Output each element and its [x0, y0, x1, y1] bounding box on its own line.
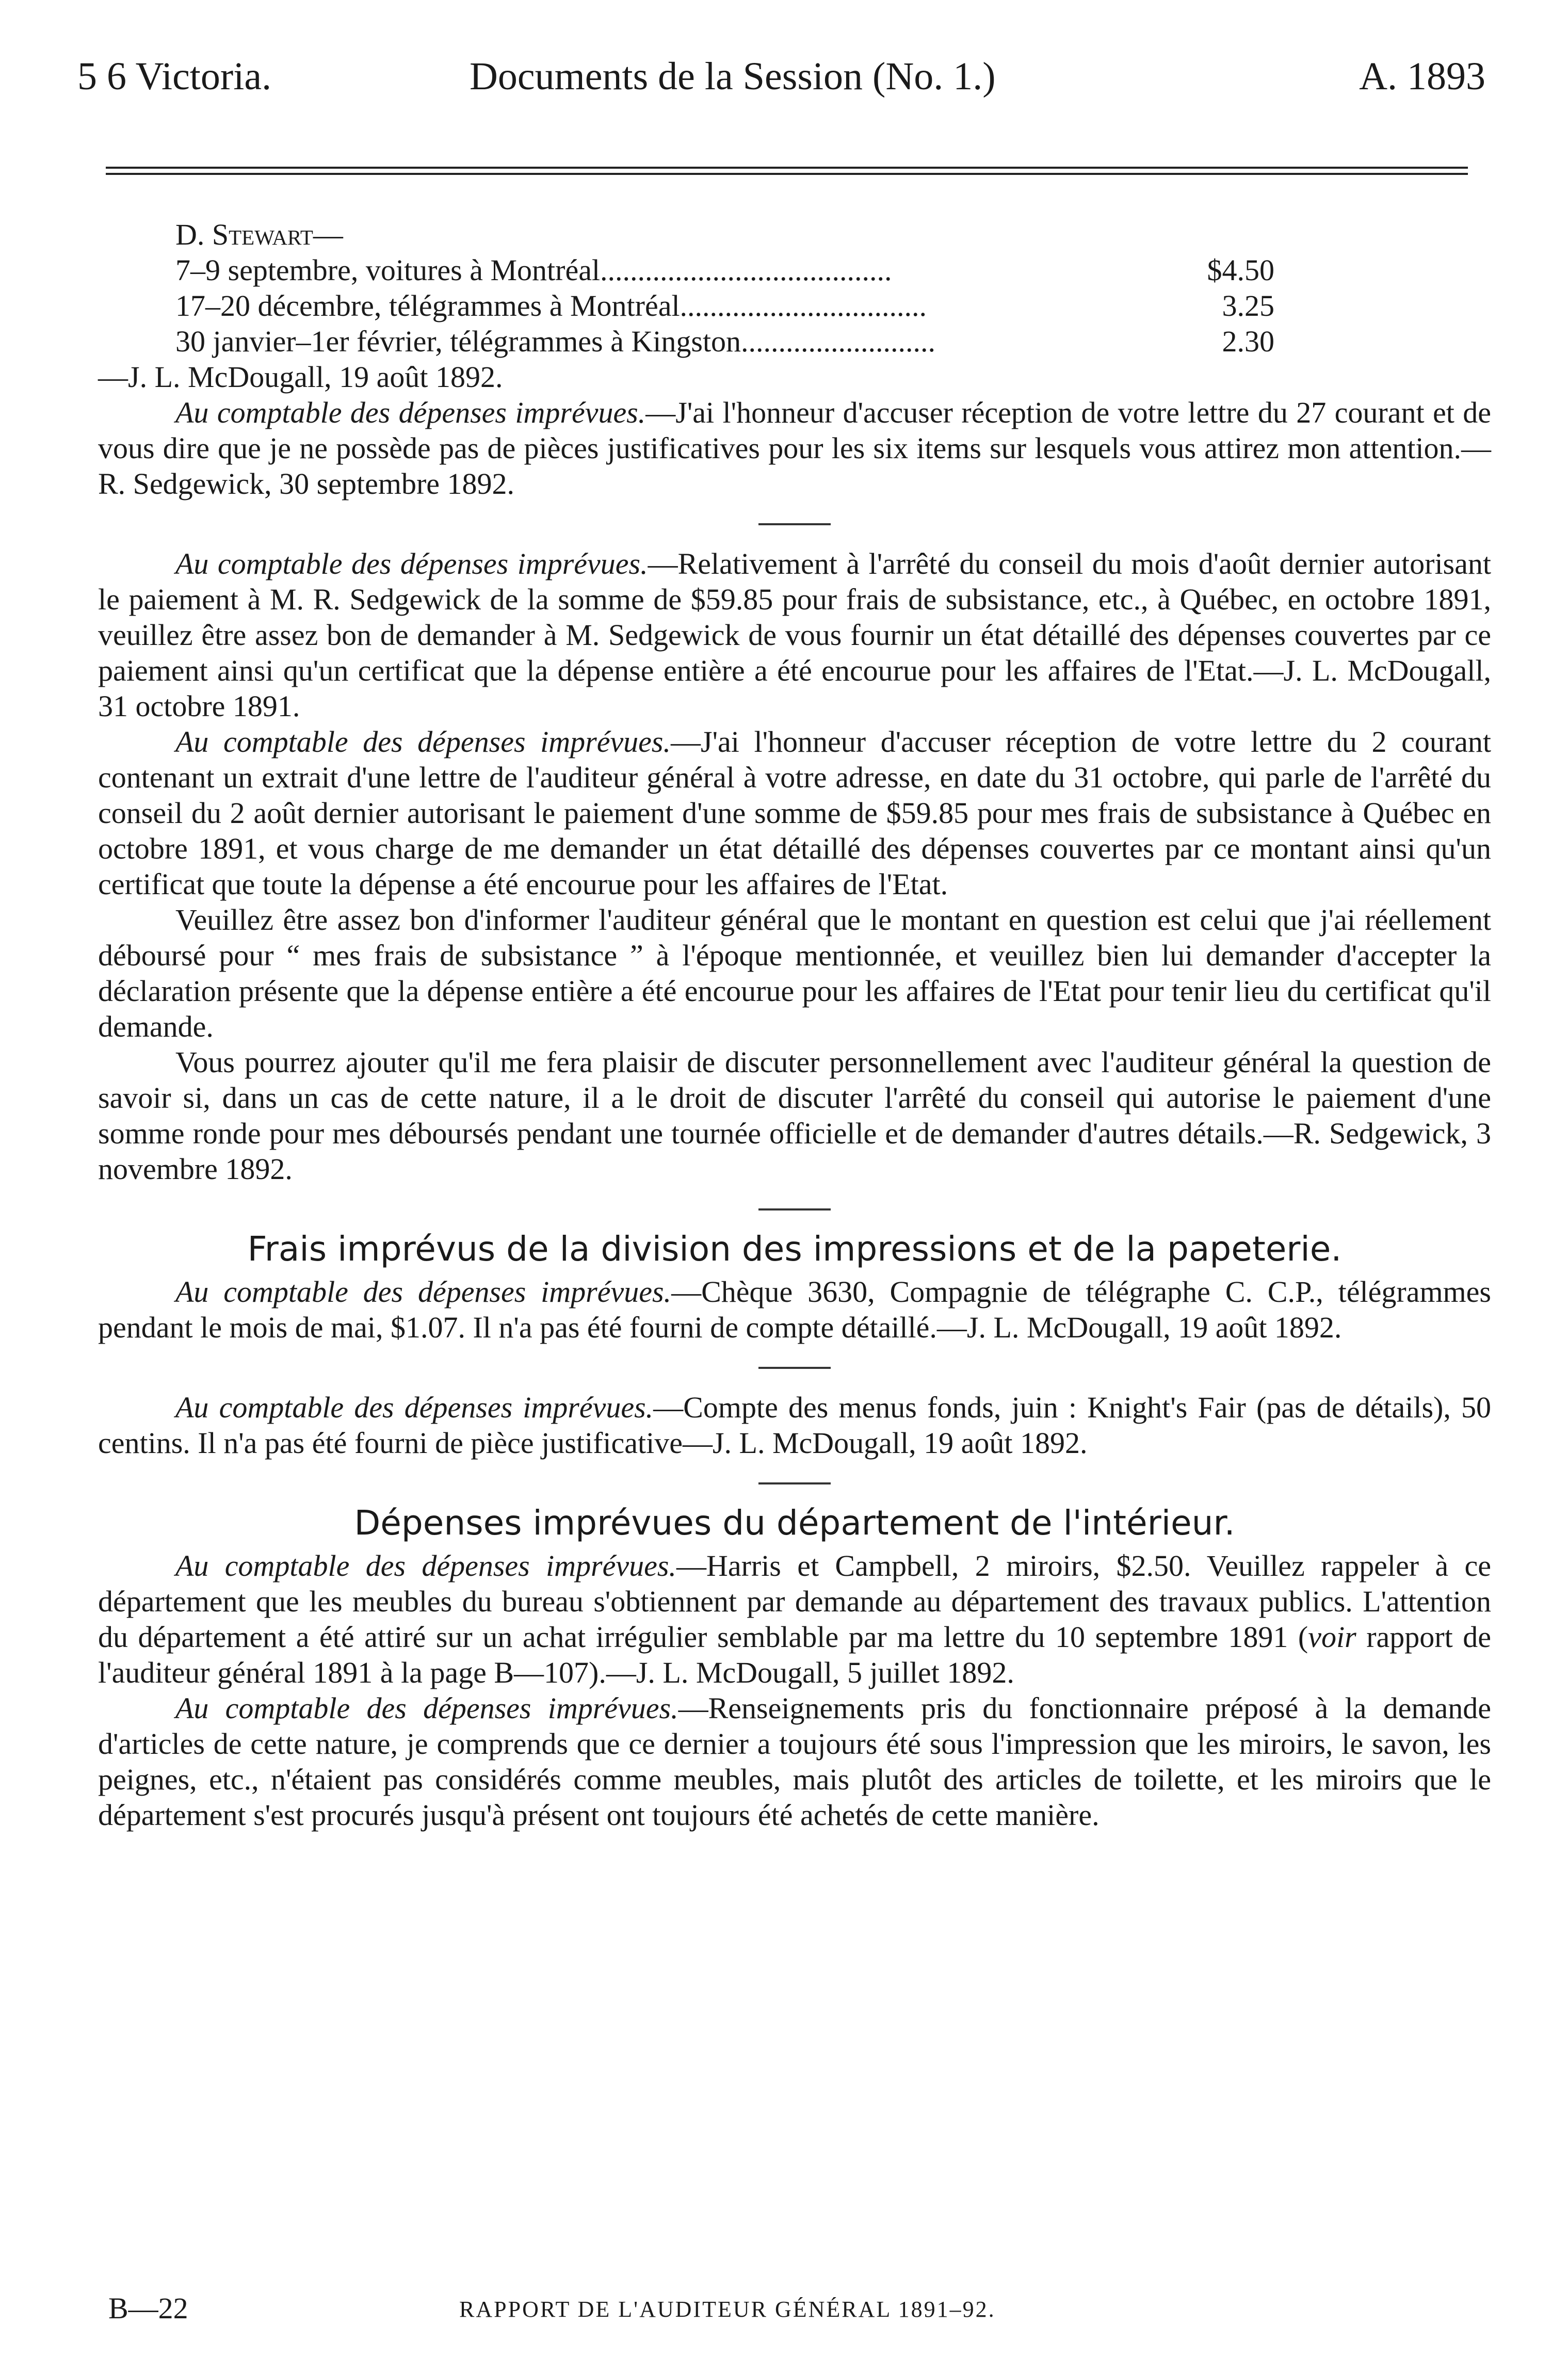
paragraph: Vous pourrez ajouter qu'il me fera plaisir de discuter personnellement avec l'auditeur général la question de savoir si, dans un cas de cette nature, il a le droit de discuter l'arrêté du conseil qui autorise le paiement d'une somme ronde pour mes déboursés pendant une tournée officielle et de demander d'autres détails.—R. Sedgewick, 3 novembre 1892. [98, 1045, 1491, 1186]
section-title: Frais imprévus de la division des impressions et de la papeterie. [247, 1229, 1342, 1269]
page-header [77, 54, 1485, 111]
paragraph: Au comptable des dépenses imprévues.—J'ai l'honneur d'accuser réception de votre lettre du 27 courant et de vous dire que je ne possède pas de pièces justificatives pour les six items sur lesquels vous attirez mon attention.—R. Sedgewick, 30 septembre 1892. [98, 396, 1492, 501]
paragraph: Au comptable des dépenses imprévues.—J'ai l'honneur d'accuser réception de votre lettre du 2 courant contenant un extrait d'une lettre de l'auditeur général à votre adresse, en date du 31 octobre, qui parle de l'arrêté du conseil du 2 août dernier autorisant le paiement d'une somme de $59.85 pour mes frais de subsistance à Québec en octobre 1891, et vous charge de me demander un état détaillé des dépenses couvertes par ce montant ainsi qu'un certificat que toute la dépense a été encourue pour les affaires de l'Etat. [98, 725, 1492, 901]
header-rule-bottom [106, 173, 1468, 175]
footer-page-number: B—22 [108, 2291, 188, 2325]
stewart-signature: —J. L. McDougall, 19 août 1892. [98, 360, 503, 394]
stewart-name: D. Stewart— [175, 218, 343, 251]
header-left: 5 6 Victoria. [77, 55, 272, 98]
separator-rule [758, 1482, 831, 1484]
stewart-item: 30 janvier–1er février, télégrammes à Kingston.......................... 2.30 [175, 325, 1274, 358]
section-title: Dépenses imprévues du département de l'intérieur. [354, 1503, 1235, 1543]
document-body [98, 217, 1491, 1833]
page-footer [98, 2291, 1491, 2332]
paragraph: Au comptable des dépenses imprévues.—Chèque 3630, Compagnie de télégraphe C. C.P., télégrammes pendant le mois de mai, $1.07. Il n'a pas été fourni de compte détaillé.—J. L. McDougall, 19 août 1892. [98, 1275, 1491, 1344]
stewart-item: 17–20 décembre, télégrammes à Montréal................................. 3.25 [175, 289, 1274, 322]
header-rule-top [106, 167, 1468, 169]
separator-rule [758, 1367, 831, 1369]
paragraph: Veuillez être assez bon d'informer l'auditeur général que le montant en question est celui que j'ai réellement déboursé pour “ mes frais de subsistance ” à l'époque mentionnée, et veuillez bien lui demander d'accepter la déclaration présente que la dépense entière a été encourue pour les affaires de l'Etat pour tenir lieu du certificat qu'il demande. [98, 903, 1491, 1043]
header-right: A. 1893 [1359, 55, 1485, 98]
stewart-item: 7–9 septembre, voitures à Montréal....................................... $4.50 [175, 253, 1274, 287]
paragraph: Au comptable des dépenses imprévues.—Renseignements pris du fonctionnaire préposé à la demande d'articles de cette nature, je comprends que ce dernier a toujours été sous l'impression que les miroirs, le savon, les peignes, etc., n'étaient pas considérés comme meubles, mais plutôt des articles de toilette, et les miroirs que le département s'est procurés jusqu'à présent ont toujours été achetés de cette manière. [98, 1691, 1491, 1832]
footer-title: RAPPORT DE L'AUDITEUR GÉNÉRAL 1891–92. [459, 2297, 996, 2322]
paragraph: Au comptable des dépenses imprévues.—Relativement à l'arrêté du conseil du mois d'août dernier autorisant le paiement à M. R. Sedgewick de la somme de $59.85 pour frais de subsistance, etc., à Québec, en octobre 1891, veuillez être assez bon de demander à M. Sedgewick de vous fournir un état détaillé des dépenses couvertes par ce paiement ainsi qu'un certificat que la dépense entière a été encourue pour les affaires de l'Etat.—J. L. McDougall, 31 octobre 1891. [98, 547, 1491, 723]
separator-rule [758, 1208, 831, 1210]
header-center: Documents de la Session (No. 1.) [470, 55, 996, 98]
paragraph: Au comptable des dépenses imprévues.—Compte des menus fonds, juin : Knight's Fair (pas de détails), 50 centins. Il n'a pas été fourni de pièce justificative—J. L. McDougall, 19 août 1892. [98, 1391, 1491, 1460]
separator-rule [758, 523, 831, 525]
paragraph: Au comptable des dépenses imprévues.—Harris et Campbell, 2 miroirs, $2.50. Veuillez rappeler à ce département que les meubles du bureau s'obtiennent par demande au département des travaux publics. L'attention du département a été attiré sur un achat irrégulier semblable par ma lettre du 10 septembre 1891 (voir rapport de l'auditeur général 1891 à la page B—107).—J. L. McDougall, 5 juillet 1892. [98, 1549, 1491, 1689]
